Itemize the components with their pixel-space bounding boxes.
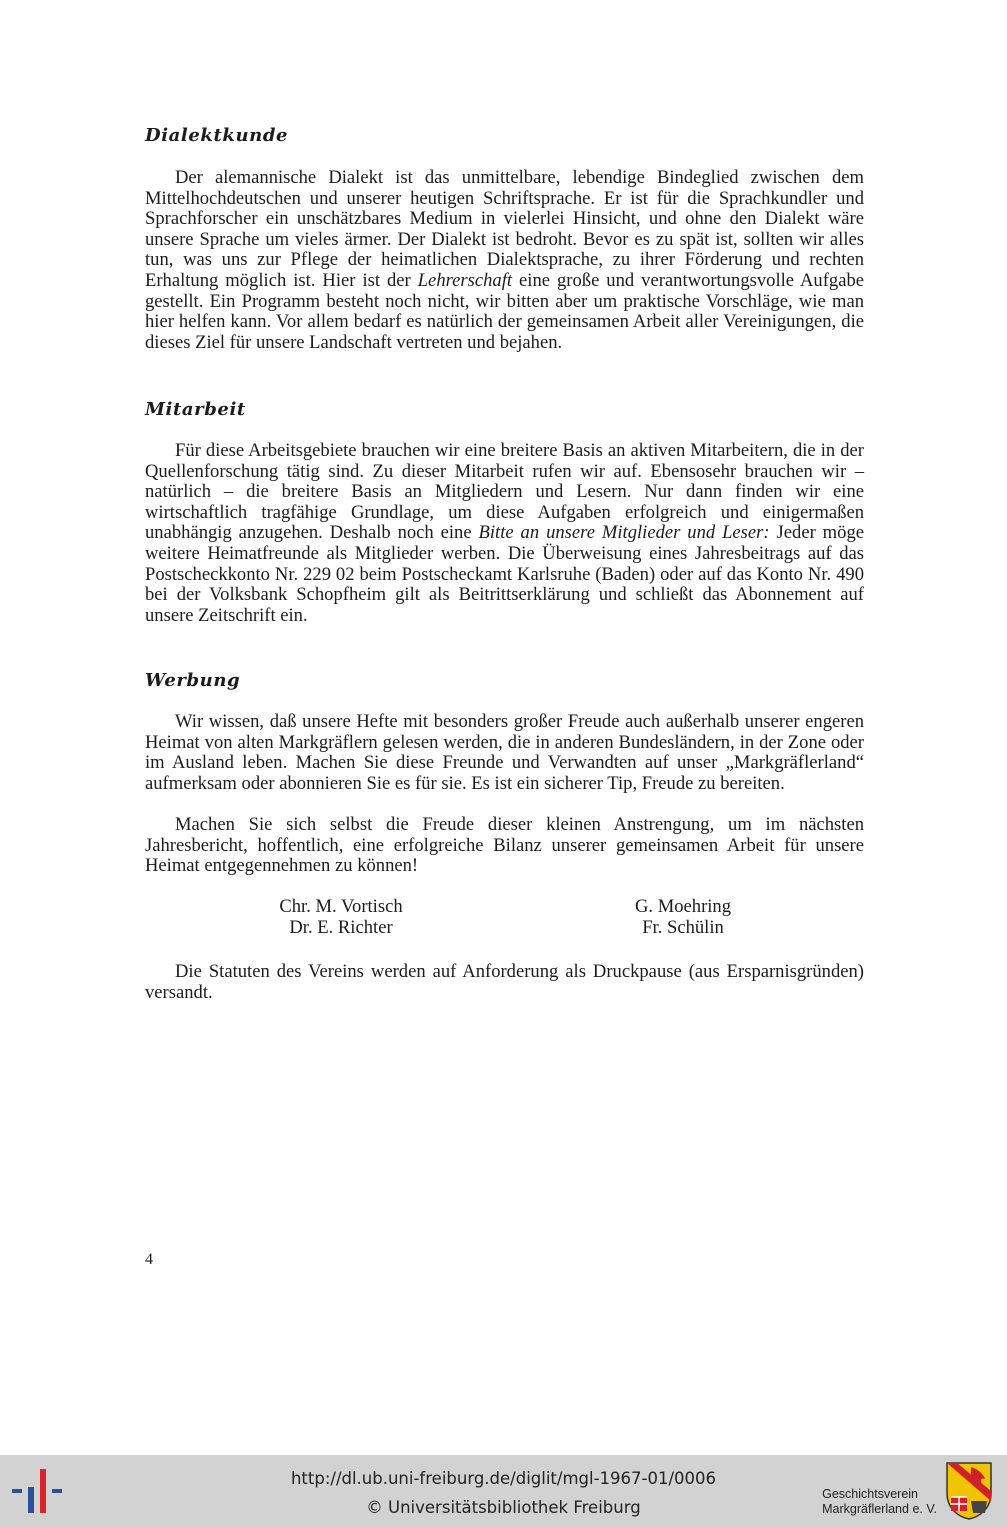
signature-name: Dr. E. Richter	[289, 916, 393, 938]
paragraph-text: eine große und verantwortungsvolle Aufgabe gestellt. Ein Programm besteht noch nicht, wir bitten aber um praktische Vorschläge, wie man hier helfen kann. Vor allem bedarf es natürlich der gemeinsamen Arbeit aller Vereinigungen, die dieses Ziel für unsere Landschaft vertreten und bejahen.	[145, 269, 864, 353]
section-heading-mitarbeit: Mitarbeit	[145, 399, 246, 420]
paragraph-werbung-1: Wir wissen, daß unsere Hefte mit besonders großer Freude auch außerhalb unserer engeren Heimat von alten Markgräflern gelesen werden, die in anderen Bundesländern, in der Zone oder im Ausland leben. Machen Sie diese Freunde und Verwandten auf unser „Markgräflerland“ aufmerksam oder abonnieren Sie es für sie. Es ist ein sicherer Tip, Freude zu bereiten.	[145, 711, 864, 794]
paragraph-text: Der alemannische Dialekt ist das unmittelbare, lebendige Bindeglied zwischen dem Mittelhochdeutschen und unserer heutigen Schriftsprache. Er ist für die Sprachkundler und Sprachforscher ein unschätzbares Medium in vielerlei Hinsicht, und ohne den Dialekt wäre unsere Sprache um vieles ärmer. Der Dialekt ist bedroht. Bevor es zu spät ist, sollten wir alles tun, was uns zur Pflege der heimatlichen Dialektsprache, zu ihrer Förderung und rechten Erhaltung möglich ist. Hier ist der	[145, 167, 864, 291]
footer-bar	[0, 1455, 1007, 1527]
footer-url-link[interactable]: http://dl.ub.uni-freiburg.de/diglit/mgl-1967-01/0006	[290, 1469, 717, 1488]
society-line: Geschichtsverein	[822, 1487, 918, 1501]
paragraph-text: Jeder möge weitere Heimatfreunde als Mitglieder werben. Die Überweisung eines Jahresbeitrags auf das Postscheckkonto Nr. 229 02 beim Postscheckamt Karlsruhe (Baden) oder auf das Konto Nr. 490 bei der Volksbank Schopfheim gilt als Beitrittserklärung und schließt das Abonnement auf unsere Zeitschrift ein.	[145, 522, 864, 626]
signature-column-left	[221, 897, 461, 938]
signature-name: Fr. Schülin	[642, 916, 724, 938]
closing-note: Die Statuten des Vereins werden auf Anforderung als Druckpause (aus Ersparnisgründen) versandt.	[145, 961, 864, 1003]
section-heading-dialektkunde: Dialektkunde	[145, 125, 289, 146]
footer-society-name	[822, 1487, 937, 1517]
paragraph-mitarbeit	[145, 441, 864, 626]
emphasis-text: Lehrerschaft	[417, 269, 513, 291]
emphasis-text: Bitte an unsere Mitglieder und Leser:	[478, 522, 770, 544]
section-heading-werbung: Werbung	[145, 670, 241, 691]
signature-column-right	[563, 897, 803, 938]
coat-of-arms-icon	[945, 1461, 993, 1521]
footer-copyright: © Universitätsbibliothek Freiburg	[366, 1498, 641, 1517]
page-number: 4	[145, 1251, 153, 1268]
paragraph-text: Für diese Arbeitsgebiete brauchen wir eine breitere Basis an aktiven Mitarbeitern, die in der Quellenforschung tätig sind. Zu dieser Mitarbeit rufen wir auf. Ebensosehr brauchen wir – natürlich – die breitere Basis an Mitgliedern und Lesern. Nur dann finden wir eine wirtschaftlich tragfähige Grundlage, um diese Aufgaben erfolgreich und einigermaßen unabhängig anzugehen. Deshalb noch eine	[145, 440, 864, 544]
paragraph-werbung-2: Machen Sie sich selbst die Freude dieser kleinen Anstrengung, um im nächsten Jahresbericht, hoffentlich, eine erfolgreiche Bilanz unserer gemeinsamen Arbeit für unsere Heimat entgegennehmen zu können!	[145, 814, 864, 877]
signature-name: G. Moehring	[634, 896, 732, 917]
signature-name: Chr. M. Vortisch	[279, 896, 403, 917]
society-line: Markgräflerland e. V.	[822, 1502, 937, 1516]
signature-block	[145, 897, 864, 947]
paragraph-dialektkunde	[145, 168, 864, 353]
